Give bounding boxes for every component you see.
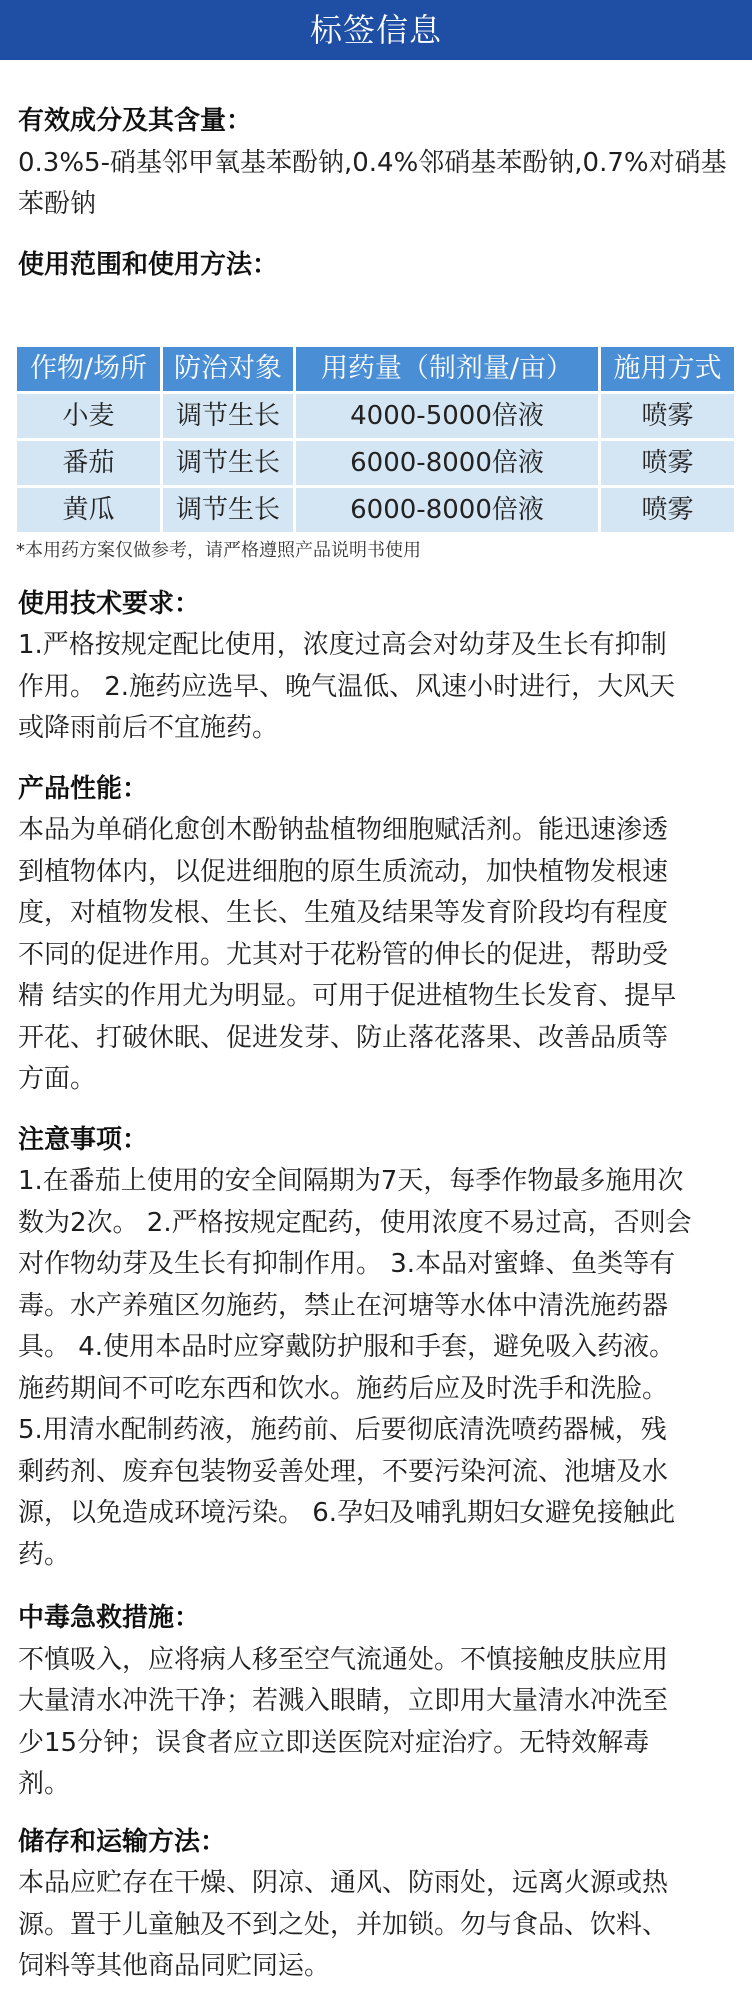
table-cell: 喷雾: [601, 441, 734, 485]
section-line: 0.3%5-硝基邻甲氧基苯酚钠,0.4%邻硝基苯酚钠,0.7%对硝基: [18, 147, 727, 178]
section-line: 药。: [18, 1539, 71, 1570]
table-cell: 4000-5000倍液: [296, 394, 598, 438]
section-line: 1.在番茄上使用的安全间隔期为7天，每季作物最多施用次: [18, 1166, 684, 1196]
table-header-row: [17, 347, 734, 391]
section-precautions: [0, 1120, 752, 1577]
section-line: 方面。: [18, 1064, 97, 1094]
section-line: 剂。: [18, 1769, 71, 1799]
table-cell: 调节生长: [163, 441, 293, 485]
section-heading: 使用技术要求：: [18, 588, 201, 619]
section-line: 施药期间不可吃东西和饮水。施药后应及时洗手和洗脸。: [18, 1373, 669, 1404]
section-line: 苯酚钠: [18, 189, 97, 219]
section-heading: 中毒急救措施：: [18, 1603, 201, 1633]
table-row: [17, 441, 734, 485]
section-line: 或降雨前后不宜施药。: [18, 713, 279, 743]
section-line: 大量清水冲洗干净；若溅入眼睛，立即用大量清水冲洗至: [18, 1686, 669, 1716]
table-cell: 喷雾: [601, 488, 734, 532]
section-heading: 储存和运输方法：: [18, 1826, 227, 1857]
section-line: 饲料等其他商品同贮同运。: [18, 1951, 331, 1981]
table-cell: 喷雾: [601, 394, 734, 438]
section-usage-scope: [0, 245, 752, 287]
section-line: 度，对植物发根、生长、生殖及结果等发育阶段均有程度: [18, 898, 669, 928]
table-header-cell: 防治对象: [163, 347, 293, 391]
section-line: 数为2次。 2.严格按规定配药，使用浓度不易过高，否则会: [18, 1207, 692, 1238]
section-heading: 有效成分及其含量：: [18, 106, 253, 136]
table-header-cell: 作物/场所: [17, 347, 160, 391]
section-line: 源。置于儿童触及不到之处，并加锁。勿与食品、饮料、: [18, 1909, 669, 1940]
section-line: 作用。 2.施药应选早、晚气温低、风速小时进行，大风天: [18, 671, 676, 702]
page-header: [0, 0, 752, 60]
section-line: 5.用清水配制药液，施药前、后要彻底清洗喷药器械，残: [18, 1415, 667, 1445]
section-line: 毒。水产养殖区勿施药，禁止在河塘等水体中清洗施药器: [18, 1290, 669, 1321]
section-line: 对作物幼芽及生长有抑制作用。 3.本品对蜜蜂、鱼类等有: [18, 1249, 676, 1279]
section-technical-requirements: [0, 584, 752, 750]
section-line: 不慎吸入，应将病人移至空气流通处。不慎接触皮肤应用: [18, 1644, 669, 1675]
section-heading: 注意事项：: [18, 1124, 149, 1155]
section-line: 少15分钟；误食者应立即送医院对症治疗。无特效解毒: [18, 1727, 650, 1758]
header-title: 标签信息: [309, 11, 442, 49]
table-cell: 6000-8000倍液: [296, 488, 598, 532]
table-header-cell: 施用方式: [601, 347, 734, 391]
section-line: 精 结实的作用尤为明显。可用于促进植物生长发育、提早: [18, 981, 677, 1011]
table-cell: 小麦: [17, 394, 160, 438]
section-line: 到植物体内，以促进细胞的原生质流动，加快植物发根速: [18, 856, 669, 887]
table-footnote: *本用药方案仅做参考，请严格遵照产品说明书使用: [16, 539, 421, 561]
section-line: 开花、打破休眠、促进发芽、防止落花落果、改善品质等: [18, 1022, 669, 1053]
section-line: 具。 4.使用本品时应穿戴防护服和手套，避免吸入药液。: [18, 1332, 676, 1362]
section-product-performance: [0, 769, 752, 1101]
table-cell: 黄瓜: [17, 488, 160, 532]
table-cell: 6000-8000倍液: [296, 441, 598, 485]
table-cell: 番茄: [17, 441, 160, 485]
section-line: 本品为单硝化愈创木酚钠盐植物细胞赋活剂。能迅速渗透: [18, 815, 669, 845]
section-line: 源，以免造成环境污染。 6.孕妇及哺乳期妇女避免接触此: [18, 1498, 676, 1528]
table-cell: 调节生长: [163, 394, 293, 438]
section-storage-transport: [0, 1822, 752, 1988]
dosage-table: [14, 344, 737, 535]
section-line: 不同的促进作用。尤其对于花粉管的伸长的促进，帮助受: [18, 939, 669, 970]
table-header-cell: 用药量（制剂量/亩）: [296, 347, 598, 391]
table-cell: 调节生长: [163, 488, 293, 532]
table-row: [17, 488, 734, 532]
section-active-ingredients: [0, 101, 752, 226]
section-heading: 使用范围和使用方法：: [18, 250, 279, 280]
section-line: 1.严格按规定配比使用，浓度过高会对幼芽及生长有抑制: [18, 630, 667, 660]
section-line: 本品应贮存在干燥、阴凉、通风、防雨处，远离火源或热: [18, 1868, 669, 1898]
section-first-aid: [0, 1598, 752, 1806]
section-line: 剩药剂、废弃包装物妥善处理，不要污染河流、池塘及水: [18, 1456, 669, 1487]
section-heading: 产品性能：: [18, 773, 149, 804]
table-row: [17, 394, 734, 438]
